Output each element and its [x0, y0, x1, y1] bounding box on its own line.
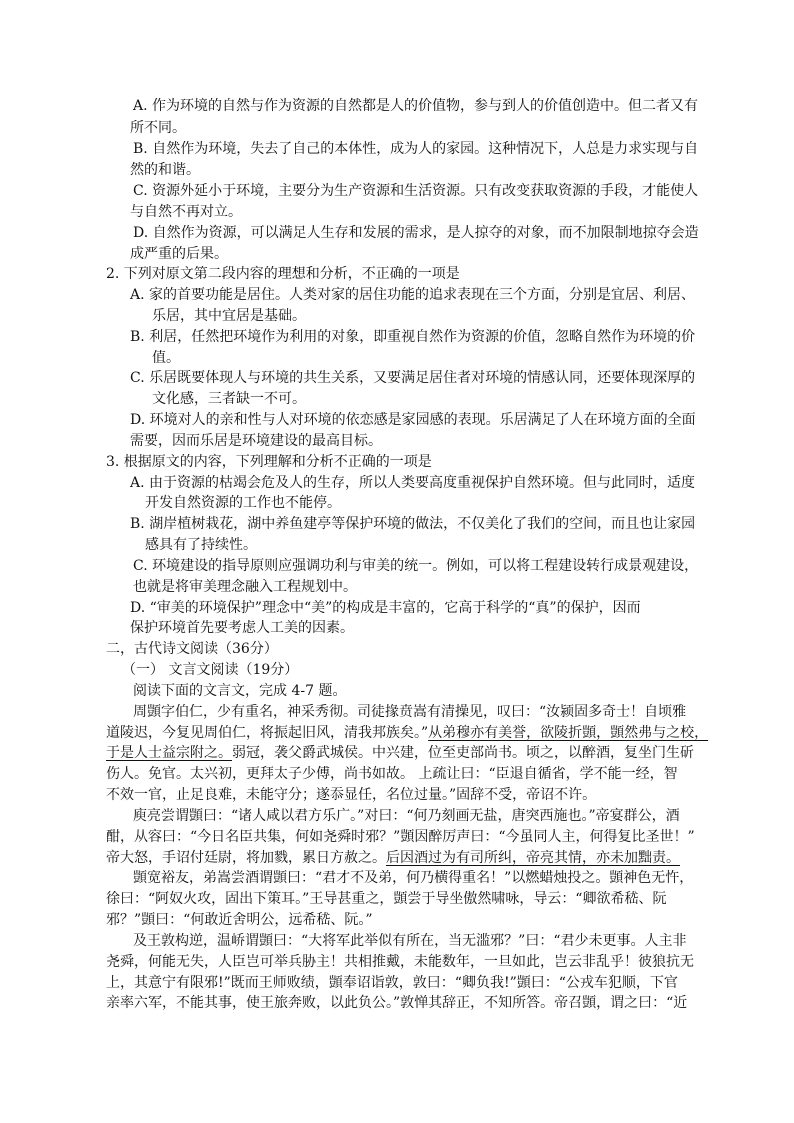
- text-line: B. 湖岸植树栽花，湖中养鱼建亭等保护环境的做法，不仅美化了我们的空间，而且也让家园: [130, 516, 696, 532]
- passage-line: 上，其意宁有限邪!”既而王师败绩，顗奉诏诣敦，敦曰：“卿负我!”顗曰：“公戎车犯顺，下官: [106, 975, 678, 991]
- text-line: 乐居，其中宜居是基础。: [152, 308, 306, 324]
- text-line: 感具有了持续性。: [145, 537, 257, 553]
- passage-line: 周顗字伯仁，少有重名，神采秀彻。司徒掾贲嵩有清操见，叹曰：“汝颍固多奇士！自顷雅: [133, 704, 687, 720]
- text-line: B. 利居，任然把环境作为利用的对象，即重视自然作为资源的价值，忽略自然作为环境的价: [130, 329, 696, 345]
- passage-line: 尧舜，何能无失，人臣岂可举兵胁主！共相推戴，未能数年，一旦如此，岂云非乱乎！彼狼抗无: [106, 954, 694, 970]
- text-line: D. 自然作为资源，可以满足人生存和发展的需求，是人掠夺的对象，而不加限制地掠夺会造: [133, 225, 699, 241]
- text-line: 需要，因而乐居是环境建设的最高目标。: [130, 433, 382, 449]
- subsection-heading: （一） 文言文阅读（19分）: [122, 662, 299, 678]
- text-line: 成严重的后果。: [130, 246, 228, 262]
- text-line: C. 乐居既要体现人与环境的共生关系，又要满足居住者对环境的情感认同，还要体现深厚的: [130, 370, 696, 386]
- text-line: 保护环境首先要考虑人工美的因素。: [130, 620, 354, 636]
- section-heading: 二，古代诗文阅读（36分）: [106, 641, 278, 657]
- text-line: A. 由于资源的枯竭会危及人的生存，所以人类要高度重视保护自然环境。但与此同时，适度: [130, 475, 696, 491]
- passage-text: 帝大怒，手诏付廷尉，将加戮，累日方赦之。: [106, 850, 386, 866]
- text-line: 开发自然资源的工作也不能停。: [145, 495, 341, 511]
- text-line: D. 环境对人的亲和性与人对环境的依恋感是家园感的表现。乐居满足了人在环境方面的全面: [130, 412, 696, 428]
- text-line: 所不同。: [130, 120, 186, 136]
- passage-text: 道陵迟，今复见周伯仁，将振起旧风，清我邦族矣。”: [106, 725, 429, 741]
- passage-line: 及王敦构逆，温峤谓顗曰：“大将军此举似有所在，当无滥邪？”曰：“君少未更事。人主非: [133, 933, 687, 949]
- text-line: A. 家的首要功能是居住。人类对家的居住功能的追求表现在三个方面，分别是宜居、利居、: [130, 287, 696, 303]
- passage-line: 亲率六军，不能其事，使王旅奔败，以此负公。”敦惮其辞正，不知所答。帝召顗，谓之曰：“近: [106, 995, 688, 1011]
- passage-line: 酣，从容曰：“今日名臣共集，何如尧舜时邪？”顗因醉厉声曰：“今虽同人主，何得复比圣世！”: [106, 829, 695, 845]
- text-line: D. “审美的环境保护”理念中“美”的构成是丰富的，它高于科学的“真”的保护，因而: [130, 600, 641, 616]
- underlined-sentence: 后因酒过为有司所纠，帝亮其情，亦未加黜责。: [386, 850, 680, 866]
- text-line: 也就是将审美理念融入工程规划中。: [133, 579, 357, 595]
- text-line: 值。: [152, 350, 180, 366]
- passage-line: 不效一官，止足良难，未能守分；遂忝显任，名位过量。”固辞不受，帝诏不许。: [106, 787, 597, 803]
- passage-line: [106, 743, 694, 764]
- underlined-sentence: 于是人士益宗附之。: [106, 745, 232, 761]
- passage-line: [106, 848, 680, 869]
- passage-line: [106, 723, 708, 744]
- text-line: 然的和谐。: [130, 162, 200, 178]
- passage-line: 徐曰：“阿奴火攻，固出下策耳。”王导甚重之，顗尝于导坐傲然啸咏，导云：“卿欲希嵇、阮: [106, 891, 667, 907]
- question-stem: 3. 根据原文的内容，下列理解和分析不正确的一项是: [106, 454, 432, 470]
- instruction-line: 阅读下面的文言文，完成 4-7 题。: [133, 683, 347, 699]
- text-line: 文化感，三者缺一不可。: [152, 391, 306, 407]
- passage-line: 顗宽裕友，弟嵩尝酒谓顗曰：“君才不及弟，何乃横得重名！”以燃蜡烛投之。顗神色无忤，: [133, 870, 694, 886]
- text-line: C. 资源外延小于环境，主要分为生产资源和生活资源。只有改变获取资源的手段，才能使人: [133, 183, 699, 199]
- passage-text: 弱冠，袭父爵武城侯。中兴建，位至吏部尚书。顷之，以醉酒，复坐门生斫: [232, 745, 694, 761]
- question-stem: 2. 下列对原文第二段内容的理想和分析，不正确的一项是: [106, 266, 460, 282]
- passage-line: 邪？”顗曰：“何敢近舍明公，远希嵇、阮。”: [106, 912, 373, 928]
- text-line: C. 环境建设的指导原则应强调功利与审美的统一。例如，可以将工程建设转行成景观建设，: [133, 558, 699, 574]
- passage-line: 伤人。免官。太兴初，更拜太子少傅，尚书如故。 上疏让曰：“臣退自循省，学不能一经，智: [106, 766, 678, 782]
- text-line: 与自然不再对立。: [130, 204, 242, 220]
- passage-line: 庾亮尝谓顗曰：“诸人咸以君方乐广。”对曰：“何乃刻画无盐，唐突西施也。”帝宴群公，酒: [133, 808, 680, 824]
- text-line: A. 作为环境的自然与作为资源的自然都是人的价值物，参与到人的价值创造中。但二者又有: [133, 98, 699, 114]
- underlined-sentence: 从弟穆亦有美誉，欲陵折顗，顗然弗与之校，: [428, 725, 709, 741]
- text-line: B. 自然作为环境，失去了自己的本体性，成为人的家园。这种情况下，人总是力求实现与自: [133, 141, 699, 157]
